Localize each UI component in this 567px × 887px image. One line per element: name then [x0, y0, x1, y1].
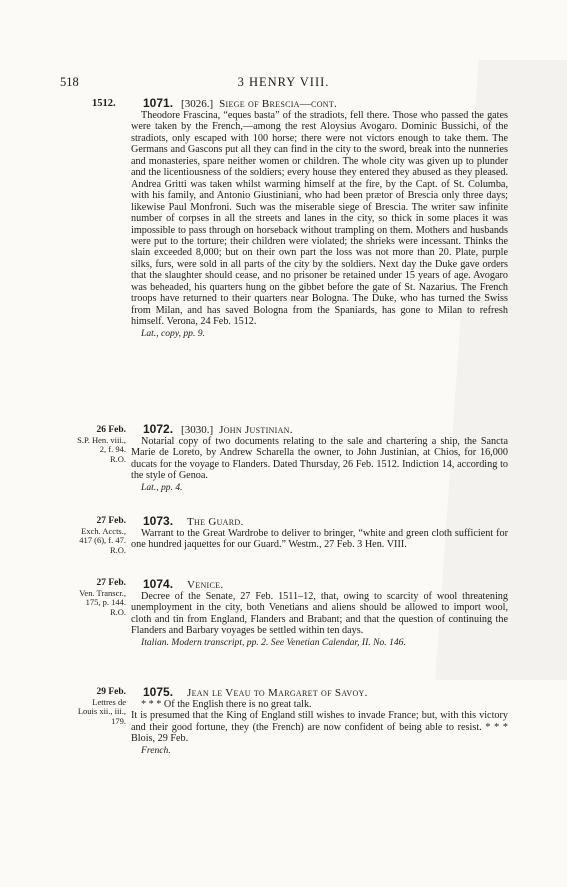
entry-number: 1074.: [143, 577, 174, 591]
margin-date: 29 Feb.: [96, 687, 126, 697]
entry-number: 1071.: [143, 96, 174, 110]
entry-title: Siege of Brescia—cont.: [219, 98, 338, 110]
margin-date: 26 Feb.: [96, 425, 126, 435]
margin-source-line: Louis xii., iii.,: [77, 706, 126, 716]
entry-number: 1075.: [143, 685, 174, 699]
year-label: 1512.: [92, 98, 116, 109]
entry-heading: [131, 97, 508, 110]
entry-title: The Guard.: [187, 516, 244, 528]
margin-note-1075: [60, 687, 126, 726]
margin-date: 27 Feb.: [96, 516, 126, 526]
entry-heading: [131, 686, 508, 699]
entry-note: Lat., copy, pp. 9.: [141, 327, 205, 339]
margin-source-line: Lettres de: [92, 696, 126, 707]
margin-source-line: 179.: [111, 715, 126, 726]
margin-note-1074: [60, 578, 126, 617]
entry-note: Italian. Modern transcript, pp. 2. See Venetian Calendar, II. No. 146.: [141, 636, 406, 648]
entry-body: Notarial copy of two documents relating to the sale and chartering a ship, the Sancta Marie de Loreto, by Andrew Scharella the owner, to John Justinian, at Chios, for 16,000 ducats for the voyage to Flanders. Dated Thursday, 26 Feb. 1512. Indiction 14, according to the style of Genoa.: [131, 436, 508, 482]
margin-source-line: R.O.: [109, 544, 126, 555]
margin-date: 27 Feb.: [96, 578, 126, 588]
entry-heading: [131, 578, 508, 591]
margin-source-line: 175, p. 144.: [85, 597, 126, 607]
running-head: 3 HENRY VIII.: [237, 75, 330, 89]
margin-source-line: 2, f. 94.: [99, 444, 126, 454]
entry-number: 1073.: [143, 514, 174, 528]
margin-note-1072: [60, 425, 126, 464]
entry-title: John Justinian.: [219, 424, 293, 436]
calendar-entry-1072: [131, 423, 508, 493]
calendar-entry-1073: [131, 515, 508, 551]
margin-note-1073: [60, 516, 126, 555]
entry-body: Decree of the Senate, 27 Feb. 1511–12, that, owing to scarcity of wool threatening unemployment in the city, both Venetians and aliens should be allowed to import wool, cloth and tin from England, Flanders and Brabant; and that the question of continuing the Flanders and Barbary voyages be settled within ten days.: [131, 591, 508, 637]
page-number: 518: [60, 75, 79, 89]
margin-source-line: S.P. Hen. viii.,: [77, 434, 126, 445]
entry-heading: [131, 515, 508, 528]
calendar-entry-1075: [131, 686, 508, 756]
entry-body: Warrant to the Great Wardrobe to deliver to bringer, “white and green cloth sufficient for one hundred jaquettes for our Guard.” Westm., 27 Feb. 3 Hen. VIII.: [131, 528, 508, 551]
calendar-entry-1074: [131, 578, 508, 648]
entry-body: Theodore Frascina, “eques basta” of the stradiots, fell there. Those who passed the gates were taken by the French,—among the rest Aloysius Avogaro. Dominic Bussichi, of the stradiots, only escaped with 100 horse; there were not victors enough to take them. The Germans and Gascons put all they can find in the city to the sword, break into the nunneries and monasteries, spare neither women or children. The whole city was given up to plunder and the licentiousness of the soldiers; every house they entered they abused as they pleased. Andrea Gritti was taken whilst warming himself at the fire, by the Capt. of St. Columba, with his family, and Antonio Giustiniani, who had been prætor of Brescia only three days; likewise Paul Monfroni. Such was the miserable siege of Brescia. The writer saw infinite number of corpses in all the streets and lanes in the city, so thick in some places it was impossible to pass through on horseback without trampling on them. Mothers and husbands were put to the torture; their children were violated; the shrieks were incessant. Thinks the slain exceeded 8,000; but on their own part the loss was not more than 20. Plate, purple silks, furs, were sold in all parts of the city by the soldiers. Next day the Duke gave orders that the slaughter should cease, and no prisoner be retained under 15 years of age. Avogaro was beheaded, his quarters hung on the gibbet before the gate of St. Nazarius. The French troops have returned to their quarters near Bologna. The Duke, who has turned the Swiss from Milan, and has saved Bologna from the Spaniards, has gone to Milan to refresh himself. Verona, 24 Feb. 1512.: [131, 110, 508, 328]
margin-source-line: R.O.: [109, 606, 126, 617]
entry-body: It is presumed that the King of England still wishes to invade France; but, with this victory and their good fortune, they (the French) are now confident of being able to resist. * * * Blois, 29 Feb.: [131, 710, 508, 745]
entry-reference: [3026.]: [181, 98, 214, 110]
margin-source-line: 417 (6), f. 47.: [79, 535, 126, 545]
entry-reference: [3030.]: [181, 424, 214, 436]
entry-note: French.: [141, 744, 171, 756]
entry-title: Venice.: [187, 579, 224, 591]
entry-heading: [131, 423, 508, 436]
calendar-entry-1071: [131, 97, 508, 339]
entry-ellipsis-line: * * * Of the English there is no great talk.: [141, 699, 312, 710]
entry-note: Lat., pp. 4.: [141, 481, 183, 493]
margin-source-line: R.O.: [109, 453, 126, 464]
entry-number: 1072.: [143, 422, 174, 436]
entry-title: Jean le Veau to Margaret of Savoy.: [187, 687, 368, 699]
margin-source-line: Ven. Transcr.,: [79, 587, 126, 598]
margin-source-line: Exch. Accts.,: [81, 525, 126, 536]
